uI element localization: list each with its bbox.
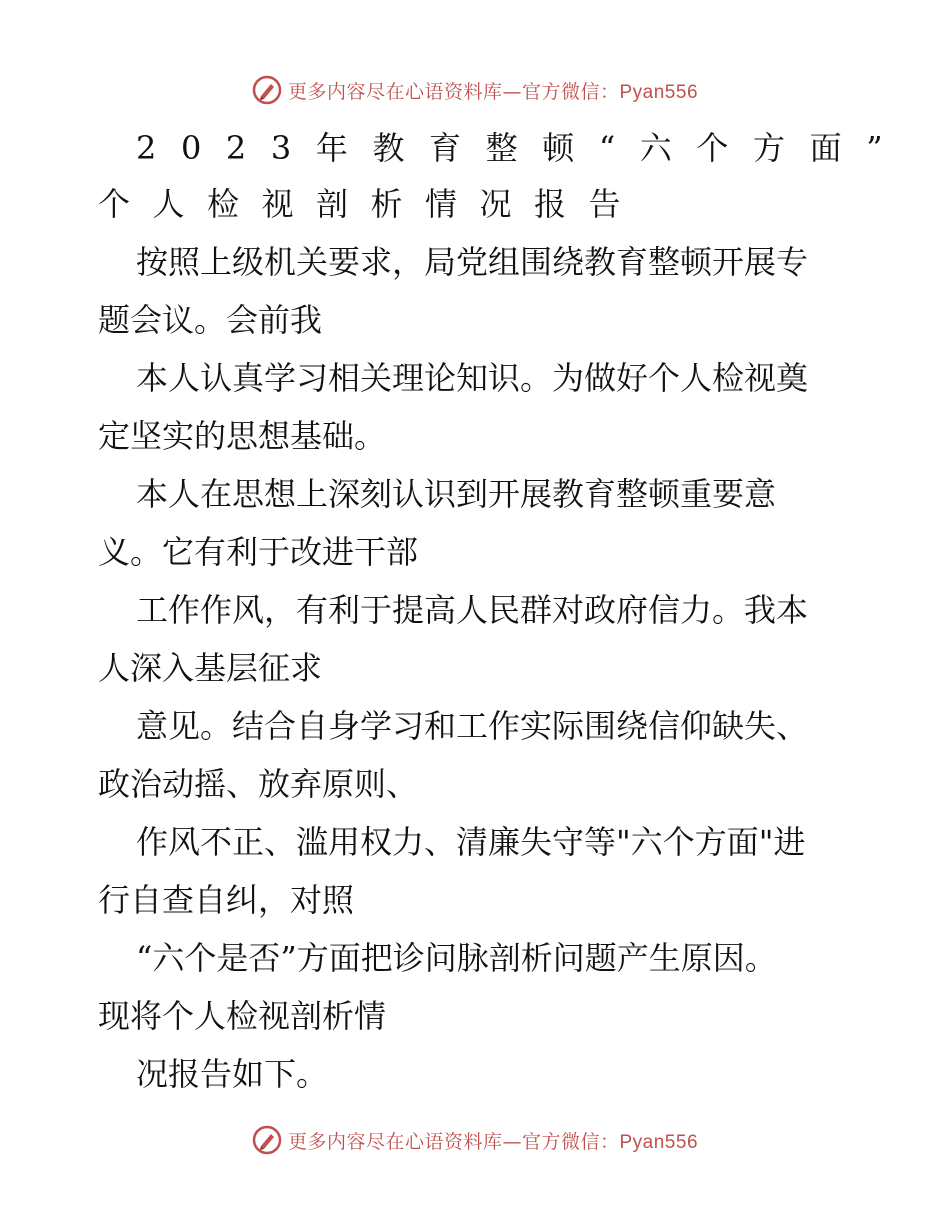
footer-watermark — [0, 1122, 950, 1158]
paragraph-line: 按照上级机关要求，局党组围绕教育整顿开展专 — [136, 243, 809, 281]
document-title-line-1: 2023年教育整顿“六个方面” — [136, 129, 908, 167]
watermark-brand: 更多内容尽在心语资料库 — [287, 80, 503, 103]
paragraph-line: 况报告如下。 — [136, 1055, 329, 1093]
watermark-text — [288, 77, 698, 104]
paragraph-4 — [98, 580, 858, 696]
paragraph-line: 意见。结合自身学习和工作实际围绕信仰缺失、 — [136, 707, 809, 745]
paragraph-line: 人深入基层征求 — [98, 649, 323, 687]
paragraph-6 — [98, 812, 858, 928]
paragraph-line: 义。它有利于改进干部 — [98, 533, 419, 571]
paragraph-line: “六个是否”方面把诊问脉剖析问题产生原因。 — [136, 939, 777, 977]
paragraph-line: 现将个人检视剖析情 — [98, 997, 387, 1035]
watermark-brand: 更多内容尽在心语资料库 — [287, 1130, 503, 1153]
pen-seal-icon — [252, 75, 282, 105]
paragraph-7 — [98, 928, 858, 1044]
watermark-contact: 官方微信：Pyan556 — [522, 81, 699, 103]
paragraph-8 — [98, 1044, 858, 1104]
watermark-contact: 官方微信：Pyan556 — [522, 1131, 699, 1153]
paragraph-line: 工作作风，有利于提高人民群对政府信力。我本 — [136, 591, 809, 629]
watermark-separator: — — [502, 80, 522, 103]
paragraph-1 — [98, 232, 858, 348]
paragraph-line: 本人认真学习相关理论知识。为做好个人检视奠 — [136, 359, 809, 397]
paragraph-3 — [98, 464, 858, 580]
paragraph-line: 定坚实的思想基础。 — [98, 417, 387, 455]
paragraph-5 — [98, 696, 858, 812]
paragraph-line: 作风不正、滥用权力、清廉失守等"六个方面"进 — [136, 823, 806, 861]
paragraph-line: 本人在思想上深刻认识到开展教育整顿重要意 — [136, 475, 777, 513]
pen-seal-icon — [252, 1125, 282, 1155]
paragraph-line: 行自查自纠，对照 — [98, 881, 355, 919]
paragraph-line: 政治动摇、放弃原则、 — [98, 765, 419, 803]
watermark-separator: — — [502, 1130, 522, 1153]
document-title-line-2: 个人检视剖析情况报告 — [98, 185, 644, 223]
paragraph-line: 题会议。会前我 — [98, 301, 323, 339]
header-watermark — [0, 72, 950, 108]
paragraph-2 — [98, 348, 858, 464]
document-body — [98, 120, 908, 1104]
watermark-text — [288, 1127, 698, 1154]
